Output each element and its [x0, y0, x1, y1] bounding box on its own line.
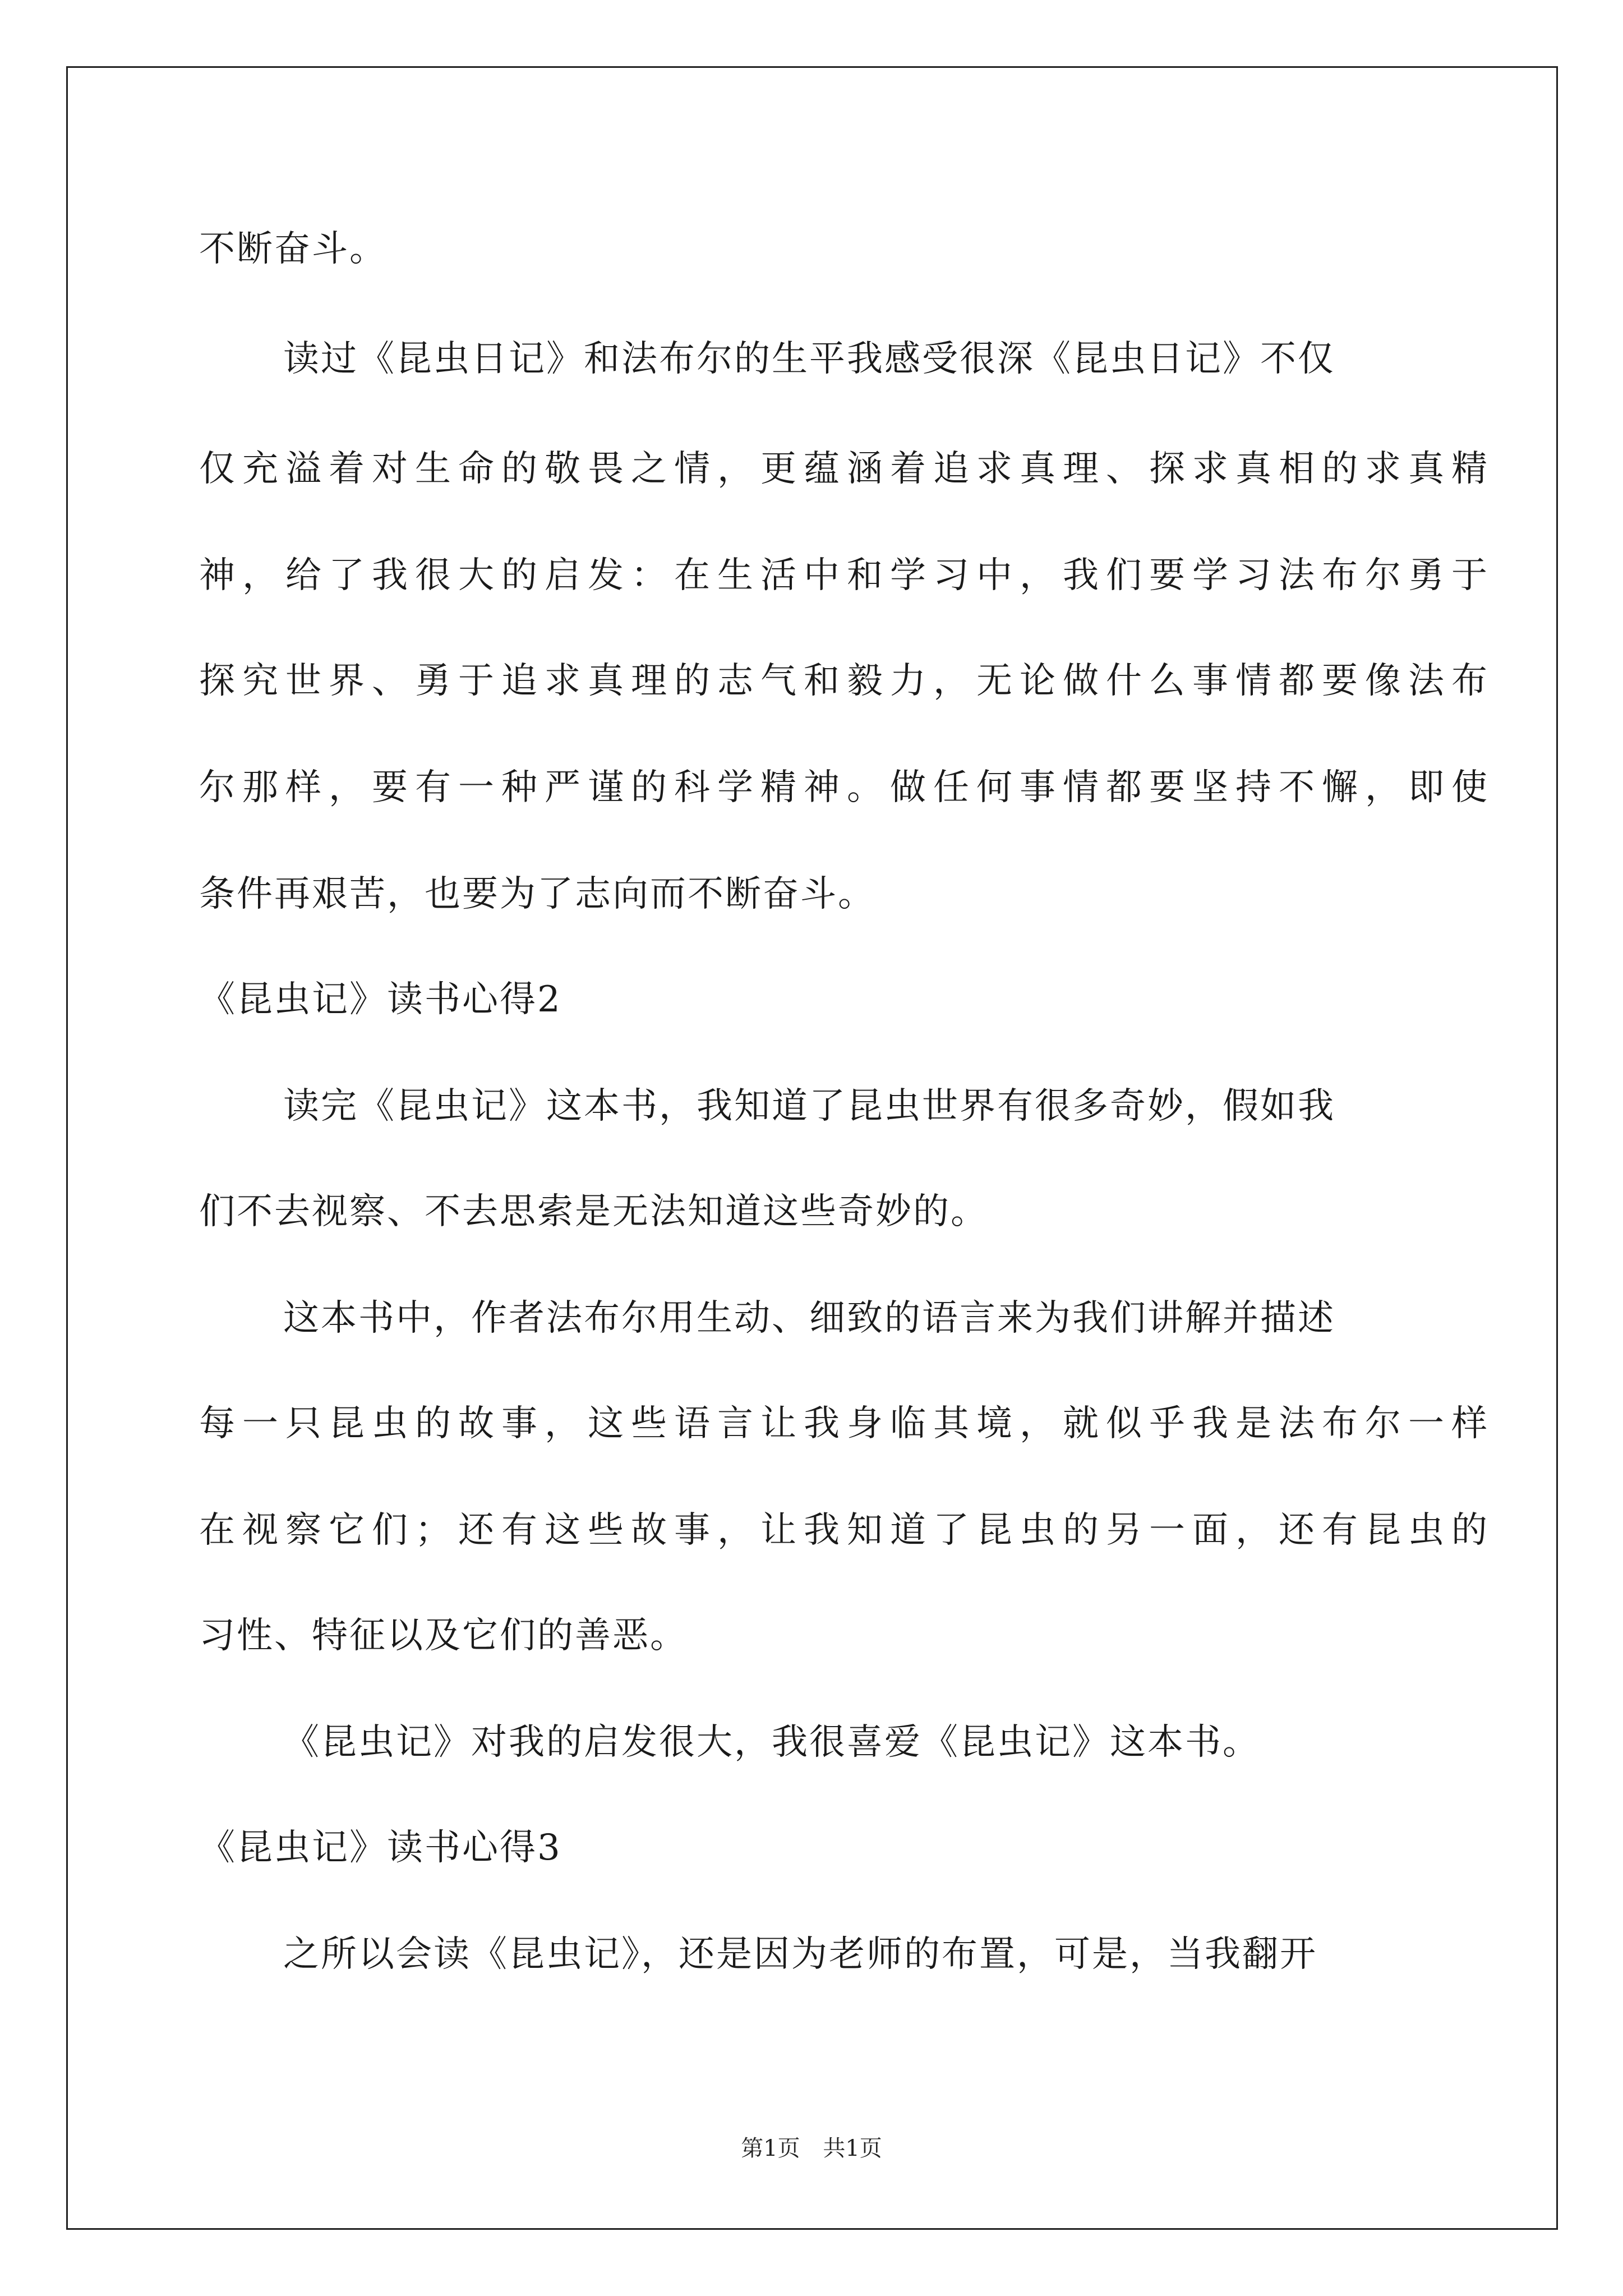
paragraph-line: 每一只昆虫的故事，这些语言让我身临其境，就似乎我是法布尔一样 [199, 1403, 1495, 1444]
page-border [66, 66, 1558, 2230]
paragraph-line: 之所以会读《昆虫记》，还是因为老师的布置，可是，当我翻开 [283, 1934, 1317, 1975]
paragraph-line: 尔那样，要有一种严谨的科学精神。做任何事情都要坚持不懈，即使 [199, 767, 1495, 808]
paragraph-line: 探究世界、勇于追求真理的志气和毅力，无论做什么事情都要像法布 [199, 660, 1495, 702]
page-number: 第1页 [741, 2136, 800, 2161]
paragraph-line: 读过《昆虫日记》和法布尔的生平我感受很深《昆虫日记》不仅 [283, 338, 1335, 380]
paragraph-line: 在视察它们；还有这些故事，让我知道了昆虫的另一面，还有昆虫的 [199, 1510, 1495, 1551]
section-heading: 《昆虫记》读书心得2 [199, 979, 562, 1020]
paragraph-line: 不断奋斗。 [199, 228, 387, 270]
section-heading: 《昆虫记》读书心得3 [199, 1827, 562, 1869]
paragraph-line: 读完《昆虫记》这本书，我知道了昆虫世界有很多奇妙，假如我 [283, 1085, 1335, 1127]
page-footer [0, 2135, 1623, 2162]
paragraph-line: 这本书中，作者法布尔用生动、细致的语言来为我们讲解并描述 [283, 1297, 1335, 1339]
paragraph-line: 《昆虫记》对我的启发很大，我很喜爱《昆虫记》这本书。 [283, 1722, 1260, 1763]
paragraph-line: 们不去视察、不去思索是无法知道这些奇妙的。 [199, 1191, 988, 1232]
paragraph-line: 神，给了我很大的启发：在生活中和学习中，我们要学习法布尔勇于 [199, 555, 1495, 596]
paragraph-line: 习性、特征以及它们的善恶。 [199, 1615, 688, 1657]
paragraph-line: 条件再艰苦，也要为了志向而不断奋斗。 [199, 873, 875, 915]
page-total: 共1页 [823, 2136, 882, 2161]
paragraph-line: 仅充溢着对生命的敬畏之情，更蕴涵着追求真理、探求真相的求真精 [199, 448, 1495, 490]
